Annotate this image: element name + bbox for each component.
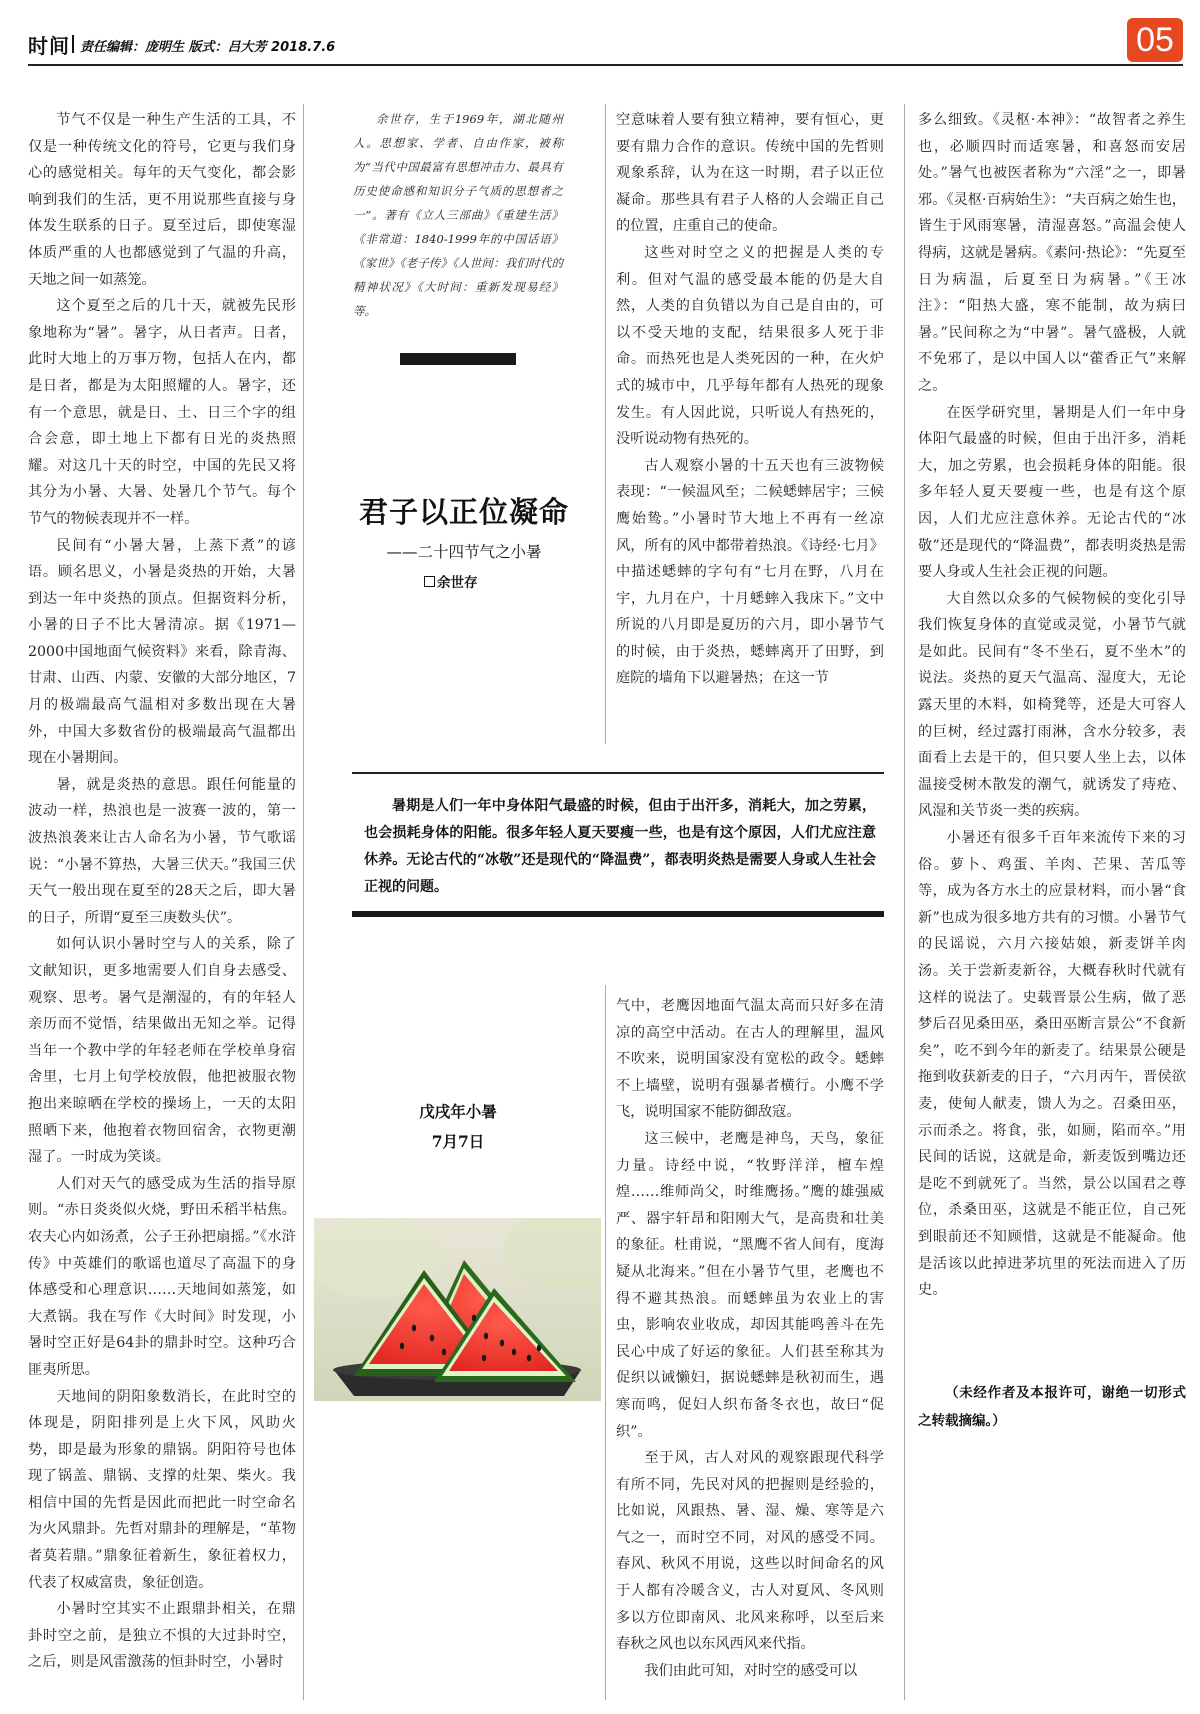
author-bio (353, 107, 563, 323)
paragraph: 大自然以众多的气候物候的变化引导我们恢复身体的直觉或灵觉，小暑节气就是如此。民间有“冬不坐石，夏不坐木”的说法。炎热的夏天气温高、湿度大，无论露天里的木料，如椅凳等，还是大可容人的巨树，经过露打雨淋，含水分较多，表面看上去是干的，但只要人坐上去，以体温接受树木散发的潮气，就诱发了痔疮、风湿和关节炎一类的疾病。 (918, 590, 1186, 820)
copyright-note: （未经作者及本报许可，谢绝一切形式之转载摘编。） (918, 1385, 1186, 1429)
body-column-3-bottom (616, 993, 884, 1703)
paragraph: 人们对天气的感受成为生活的指导原则。“赤日炎炎似火烧，野田禾稻半枯焦。农夫心内如汤煮，公子王孙把扇摇。”《水浒传》中英雄们的歌谣也道尽了高温下的身体感受和心理意识……天地间如蒸笼，如大煮锅。我在写作《大时间》时发现，小暑时空正好是64卦的鼎卦时空。这种巧合匪夷所思。 (28, 1175, 296, 1378)
paragraph: 民间有“小暑大暑，上蒸下煮”的谚语。顾名思义，小暑是炎热的开始，大暑到达一年中炎热的顶点。但据资料分析，小暑的日子不比大暑清凉。据《1971—2000中国地面气候资料》来看，除青海、甘肃、山西、内蒙、安徽的大部分地区，7月的极端最高气温相对多数出现在大暑外，中国大多数省份的极端最高气温都出现在小暑期间。 (28, 537, 296, 767)
paragraph: 这三候中，老鹰是神鸟，天鸟，象征力量。诗经中说，“牧野洋洋，檀车煌煌……维师尚父，时维鹰扬。”鹰的雄强威严、器宇轩昂和阳刚大气，是高贵和壮美的象征。杜甫说，“黑鹰不省人间有，度海疑从北海来。”但在小暑节气里，老鹰也不得不避其热浪。而蟋蟀虽为农业上的害虫，影响农业收成，却因其能鸣善斗在先民心中成了好运的象征。人们甚至称其为促织以诫懒妇，据说蟋蟀是秋初而生，遇寒而鸣，促妇人织布备冬衣也，故曰“促织”。 (616, 1130, 884, 1440)
paragraph: 在医学研究里，暑期是人们一年中身体阳气最盛的时候，但由于出汗多，消耗大，加之劳累，也会损耗身体的阳能。很多年轻人夏天要瘦一些，也是有这个原因，人们尤应注意休养。无论古代的“冰敬”还是现代的“降温费”，都表明炎热是需要人身或人生社会正视的问题。 (918, 404, 1186, 581)
column-divider-right (904, 104, 905, 1700)
date-gregorian: 7月7日 (431, 1132, 485, 1151)
header-rule (28, 64, 1183, 66)
article-subtitle: ——二十四节气之小暑 (386, 543, 542, 561)
pull-quote-rule-top (352, 772, 884, 774)
pull-quote-rule-bottom (352, 911, 884, 917)
paragraph: 如何认识小暑时空与人的关系，除了文献知识，更多地需要人们自身去感受、观察、思考。暑气是潮湿的，有的年轻人亲历而不觉悟，结果做出无知之举。记得当年一个教中学的年轻老师在学校单身宿舍里，七月上旬学校放假，他把被服衣物抱出来晾晒在学校的操场上，一天的太阳照晒下来，他抱着衣物回宿舍，衣物更潮湿了。一时成为笑谈。 (28, 936, 296, 1166)
pull-quote-text: 暑期是人们一年中身体阳气最盛的时候，但由于出汗多，消耗大，加之劳累，也会损耗身体的阳能。很多年轻人夏天要瘦一些，也是有这个原因，人们尤应注意休养。无论古代的“冰敬”还是现代的“降温费”，都表明炎热是需要人身或人生社会正视的问题。 (364, 798, 876, 895)
paragraph: 我们由此可知，对时空的感受可以 (644, 1662, 858, 1679)
body-column-1 (28, 107, 296, 1699)
pull-quote (364, 793, 876, 901)
column-divider-mid-bottom (605, 985, 606, 1700)
paragraph: 天地间的阴阳象数消长，在此时空的体现是，阴阳排列是上火下风，风助火势，即是最为形象的鼎锅。阴阳符号也体现了锅盖、鼎锅、支撑的灶架、柴火。我相信中国的先哲是因此而把此一时空命名为火风鼎卦。先哲对鼎卦的理解是，“革物者莫若鼎。”鼎象征着新生，象征着权力，代表了权威富贵，象征创造。 (28, 1388, 296, 1591)
paragraph: 空意味着人要有独立精神，要有恒心，更要有鼎力合作的意识。传统中国的先哲则观象系辞，认为在这一时期，君子以正位凝命。那些具有君子人格的人会端正自己的位置，庄重自己的使命。 (616, 112, 884, 235)
section-name: 时间 (28, 34, 70, 58)
byline (424, 571, 478, 591)
page-number-badge: 05 (1127, 18, 1183, 62)
article-title: 君子以正位凝命 (358, 495, 569, 529)
paragraph: 多么细致。《灵枢·本神》：“故智者之养生也，必顺四时而适寒暑，和喜怒而安居处。”暑气也被医者称为“六淫”之一，即暑邪。《灵枢·百病始生》：“夫百病之始生也，皆生于风雨寒暑，清湿喜怒。”高温会使人得病，这就是暑病。《素问·热论》：“先夏至日为病温，后夏至日为病暑。”《王冰注》：“阳热大盛，寒不能制，故为病曰暑。”民间称之为“中暑”。暑气盛极，人就不免邪了，是以中国人以“藿香正气”来解之。 (918, 112, 1186, 394)
body-column-4 (918, 107, 1186, 1402)
author-bio-text: 余世存，生于1969年，湖北随州人。思想家、学者、自由作家，被称为“当代中国最富有思想冲击力、最具有历史使命感和知识分子气质的思想者之一”。著有《立人三部曲》《重建生活》《非常道：1840-1999年的中国话语》《家世》《老子传》《人世间：我们时代的精神状况》《大时间：重新发现易经》等。 (353, 112, 563, 318)
column-divider-left (303, 104, 304, 1700)
paragraph: 古人观察小暑的十五天也有三波物候表现：“一候温风至；二候蟋蟀居宇；三候鹰始鸷。”小暑时节大地上不再有一丝凉风，所有的风中都带着热浪。《诗经·七月》中描述蟋蟀的字句有“七月在野，八月在宇，九月在户，十月蟋蟀入我床下。”文中所说的八月即是夏历的六月，即小暑节气的时候，由于炎热，蟋蟀离开了田野，到庭院的墙角下以避暑热；在这一节 (616, 457, 884, 687)
paragraph: 至于风，古人对风的观察跟现代科学有所不同，先民对风的把握则是经验的，比如说，风跟热、暑、湿、燥、寒等是六气之一，而时空不同，对风的感受不同。春风、秋风不用说，这些以时间命名的风于人都有冷暖含义，古人对夏风、冬风则多以方位即南风、北风来称呼，以至后来春秋之风也以东风西风来代指。 (616, 1450, 884, 1653)
date-ganzhi: 戊戌年小暑 (419, 1102, 497, 1121)
decorative-bar (400, 353, 516, 365)
paragraph: 气中，老鹰因地面气温太高而只好多在清凉的高空中活动。在古人的理解里，温风不吹来，说明国家没有宽松的政令。蟋蟀不上墙壁，说明有强暴者横行。小鹰不学飞，说明国家不能防御敌寇。 (616, 998, 884, 1121)
watermelon-photo (314, 1218, 601, 1401)
byline-box-icon (424, 576, 435, 587)
paragraph: 这些对时空之义的把握是人类的专利。但对气温的感受最本能的仍是大自然，人类的自负错以为自己是自由的，可以不受天地的支配，结果很多人死于非命。而热死也是人类死因的一种，在火炉式的城市中，几乎每年都有人热死的现象发生。有人因此说，只听说人有热死的，没听说动物有热死的。 (616, 244, 884, 448)
body-column-3-top (616, 107, 884, 701)
paragraph: 这个夏至之后的几十天，就被先民形象地称为“暑”。暑字，从日者声。日者，此时大地上的万事万物，包括人在内，都是日者，都是为太阳照耀的人。暑字，还有一个意思，就是日、土、日三个字的组合会意，即土地上下都有日光的炎热照耀。对这几十天的时空，中国的先民又将其分为小暑、大暑、处暑几个节气。每个节气的物候表现并不一样。 (28, 298, 296, 527)
paragraph: 小暑还有很多千百年来流传下来的习俗。萝卜、鸡蛋、羊肉、芒果、苦瓜等等，成为各方水土的应景材料，而小暑“食新”也成为很多地方共有的习惯。小暑节气的民谣说，六月六接姑娘，新麦饼羊肉汤。关于尝新麦新谷，大概春秋时代就有这样的说法了。史载晋景公生病，做了恶梦后召见桑田巫，桑田巫断言景公“不食新矣”，吃不到今年的新麦了。结果景公硬是拖到收获新麦的日子，“六月丙午，晋侯欲麦，使甸人献麦，馈人为之。召桑田巫，示而杀之。将食，张，如厕，陷而卒。”用民间的话说，这就是命，新麦饭到嘴边还是吃不到就死了。当然，景公以国君之尊位，杀桑田巫，这就是不能正位，自己死到眼前还不知顾惜，这就是不能凝命。他是活该以此掉进茅坑里的死法而进入了历史。 (918, 830, 1186, 1299)
paragraph: 节气不仅是一种生产生活的工具，不仅是一种传统文化的符号，它更与我们身心的感觉相关。每年的天气变化，都会影响到我们的生活，更不用说那些直接与身体发生联系的日子。夏至过后，即使寒湿体质严重的人也都感觉到了气温的升高，天地之间一如蒸笼。 (28, 112, 296, 288)
column-divider-mid-top (605, 104, 606, 744)
header-meta: 责任编辑：庞明生 版式：吕大芳 2018.7.6 (80, 40, 336, 55)
watermelon-illustration (314, 1218, 601, 1401)
paragraph: 暑，就是炎热的意思。跟任何能量的波动一样，热浪也是一波赛一波的，第一波热浪袭来让古人命名为小暑，节气歌谣说：“小暑不算热，大暑三伏天。”我国三伏天气一般出现在夏至的28天之后，即大暑的日子，所谓“夏至三庚数头伏”。 (28, 776, 296, 926)
author-name: 余世存 (437, 575, 478, 591)
paragraph: 小暑时空其实不止跟鼎卦相关，在鼎卦时空之前，是独立不惧的大过卦时空，之后，则是风雷激荡的恒卦时空，小暑时 (28, 1601, 296, 1671)
header-separator (72, 35, 74, 53)
